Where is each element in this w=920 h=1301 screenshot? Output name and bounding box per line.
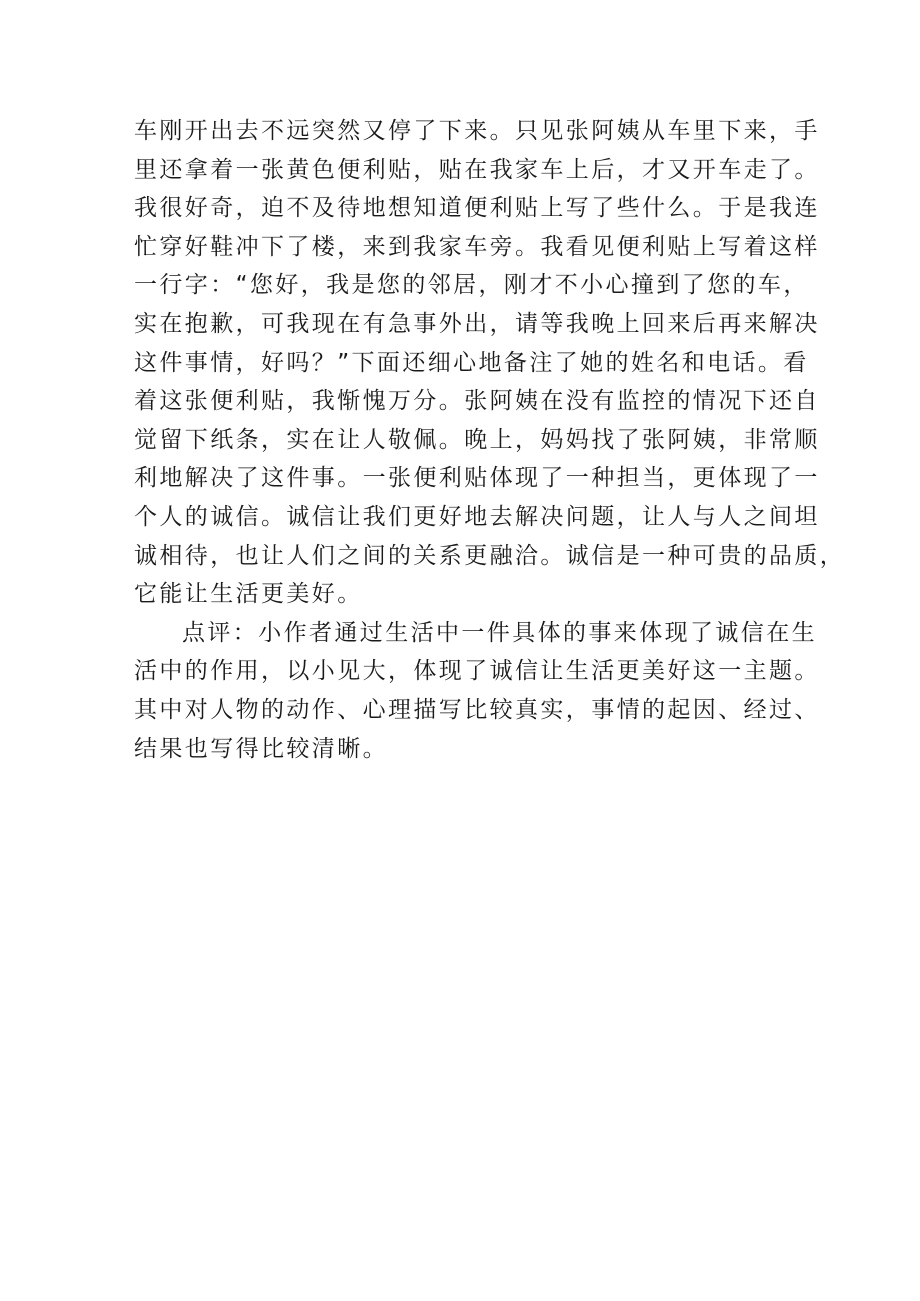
story-line: 着这张便利贴，我惭愧万分。张阿姨在没有监控的情况下还自 — [134, 388, 820, 415]
story-line: 一行字：“您好，我是您的邻居，刚才不小心撞到了您的车， — [134, 272, 809, 299]
comment-line: 活中的作用，以小见大，体现了诚信让生活更美好这一主题。 — [134, 658, 820, 685]
story-line: 这件事情，好吗？”下面还细心地备注了她的姓名和电话。看 — [134, 349, 809, 376]
comment-line: 结果也写得比较清晰。 — [134, 735, 388, 762]
story-line: 诚相待，也让人们之间的关系更融洽。诚信是一种可贵的品质， — [134, 542, 846, 569]
story-line: 我很好奇，迫不及待地想知道便利贴上写了些什么。于是我连 — [134, 195, 820, 222]
story-line: 实在抱歉，可我现在有急事外出，请等我晚上回来后再来解决 — [134, 310, 820, 337]
story-line: 里还拿着一张黄色便利贴，贴在我家车上后，才又开车走了。 — [134, 156, 820, 183]
story-line: 觉留下纸条，实在让人敬佩。晚上，妈妈找了张阿姨，非常顺 — [134, 426, 820, 453]
story-line: 车刚开出去不远突然又停了下来。只见张阿姨从车里下来，手 — [134, 118, 820, 144]
comment-line: 其中对人物的动作、心理描写比较真实，事情的起因、经过、 — [134, 696, 820, 723]
essay-body — [134, 112, 846, 768]
story-line: 它能让生活更美好。 — [134, 581, 363, 608]
comment-paragraph — [134, 614, 820, 768]
story-paragraph — [134, 112, 846, 614]
story-line: 利地解决了这件事。一张便利贴体现了一种担当，更体现了一 — [134, 465, 820, 492]
comment-line: 点评：小作者通过生活中一件具体的事来体现了诚信在生 — [182, 619, 817, 646]
story-line: 个人的诚信。诚信让我们更好地去解决问题，让人与人之间坦 — [134, 503, 820, 530]
story-line: 忙穿好鞋冲下了楼，来到我家车旁。我看见便利贴上写着这样 — [134, 233, 820, 260]
